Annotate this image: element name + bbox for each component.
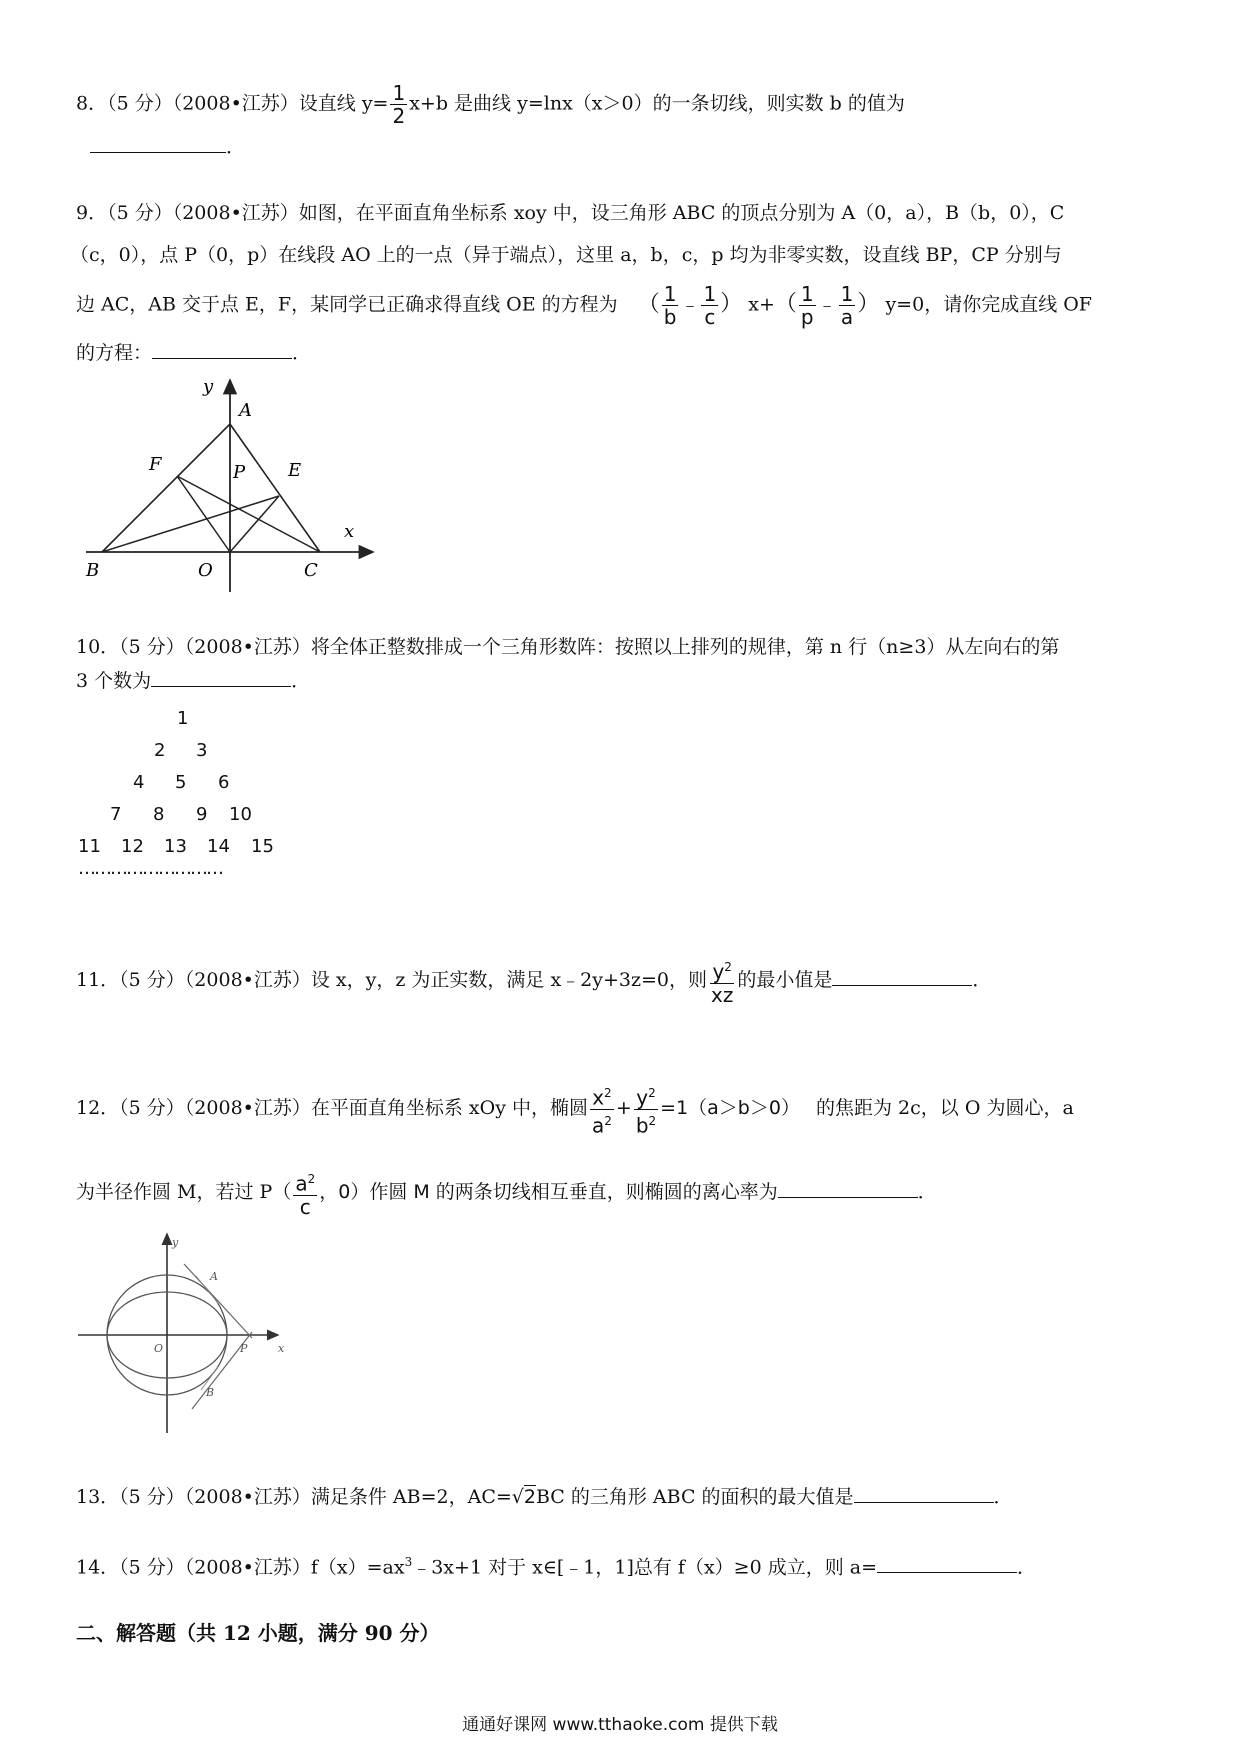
tri-cell: 7 — [110, 804, 122, 825]
q9-line1: 9．（5 分）（2008•江苏）如图，在平面直角坐标系 xoy 中，设三角形 ABC 的顶点分别为 A（0，a），B（b，0），C — [76, 202, 1065, 224]
tri-cell: 8 — [153, 804, 165, 825]
tri-cell: 3 — [196, 740, 208, 761]
q12-ellipse-figure — [76, 1228, 296, 1438]
q8-line2: ． — [90, 134, 245, 160]
label-E: E — [288, 460, 302, 481]
tri-cell: 2 — [154, 740, 166, 761]
q9-line4: 的方程： ． — [76, 342, 312, 364]
label-y: y — [172, 1236, 179, 1249]
q13-answer-blank[interactable] — [854, 1486, 994, 1503]
label-P: P — [240, 1342, 248, 1355]
q9-line2: （c，0），点 P（0，p）在线段 AO 上的一点（异于端点），这里 a，b，c，p 均为非零实数，设直线 BP，CP 分别与 — [70, 244, 1062, 266]
tri-cell: 9 — [196, 804, 208, 825]
tri-cell: 11 — [78, 836, 101, 857]
tri-cell: 5 — [175, 772, 187, 793]
q10-line1: 10．（5 分）（2008•江苏）将全体正整数排成一个三角形数阵：按照以上排列的规律，第 n 行（n≥3）从左向右的第 — [76, 636, 1060, 658]
q13-line: 13．（5 分）（2008•江苏）满足条件 AB=2，AC=√2BC 的三角形 ABC 的面积的最大值是 ． — [76, 1486, 1013, 1508]
q8-answer-blank[interactable] — [90, 136, 226, 153]
q8-fraction: $\frac{1}{2}$ — [392, 81, 406, 128]
tri-cell: 4 — [133, 772, 145, 793]
section-title: 二、解答题（共 12 小题，满分 90 分） — [76, 1621, 440, 1645]
label-A: A — [210, 1270, 218, 1283]
label-B: B — [206, 1386, 215, 1399]
q12-answer-blank[interactable] — [778, 1181, 918, 1198]
tri-cell: 10 — [229, 804, 252, 825]
label-O: O — [198, 560, 213, 581]
q14-answer-blank[interactable] — [877, 1556, 1017, 1573]
q10-answer-blank[interactable] — [151, 670, 291, 687]
q10-line2: 3 个数为 ． — [76, 670, 311, 692]
page-footer: 通通好课网 www.tthaoke.com 提供下载 — [462, 1715, 778, 1735]
q14-line: 14．（5 分）（2008•江苏）$f(x)=ax^3﹣3x+1$ 对于 x∈[﹣1，1]总有 f（x）≥0 成立，则 a= ． — [76, 1555, 1037, 1579]
tri-cell: 6 — [218, 772, 230, 793]
q8-line1: 8．（5 分）（2008•江苏）设直线 y= $\frac{1}{2}$ x+b 是曲线 y=lnx（x＞0）的一条切线，则实数 b 的值为 — [76, 81, 905, 128]
label-P: P — [233, 462, 246, 483]
q11-answer-blank[interactable] — [832, 969, 972, 986]
tri-cell: 14 — [207, 836, 230, 857]
q9-line3: 边 AC，AB 交于点 E，F，某同学已正确求得直线 OE 的方程为 （ $\frac{1}{b}$ ﹣ $\frac{1}{c}$ ） x+（ $\frac{1}{p}$ ﹣ $\frac{1}{a}$ ） y=0，请你完成直线 OF — [76, 282, 1092, 329]
sqrt-symbol: √ — [511, 1486, 524, 1508]
q11-line: 11．（5 分）（2008•江苏）设 x，y，z 为正实数，满足 x﹣2y+3z=0，则 $\frac{y^2}{xz}$ 的最小值是 ． — [76, 956, 991, 1006]
q9-answer-blank[interactable] — [152, 342, 292, 359]
tri-cell: 1 — [177, 708, 189, 729]
q9-triangle-figure — [78, 372, 388, 600]
label-B: B — [86, 560, 100, 581]
label-y: y — [203, 376, 214, 397]
tri-cell: 15 — [251, 836, 274, 857]
label-x: x — [278, 1342, 285, 1355]
tri-dots: ……………………… — [78, 858, 222, 879]
label-O: O — [154, 1342, 164, 1355]
q12-line2: 为半径作圆 M，若过 P（ $\frac{a^2}{c}$ ，0）作圆 M 的两条切线相互垂直，则椭圆的离心率为 ． — [76, 1168, 937, 1218]
label-F: F — [149, 454, 162, 475]
tri-cell: 13 — [164, 836, 187, 857]
q12-line1: 12．（5 分）（2008•江苏）在平面直角坐标系 xOy 中，椭圆 $\frac{x^2}{a^2}$ + $\frac{y^2}{b^2}$ =1（a＞b＞0） 的焦距为 2c，以 O 为圆心，a — [76, 1082, 1074, 1136]
tri-cell: 12 — [121, 836, 144, 857]
label-C: C — [304, 560, 318, 581]
label-A: A — [239, 400, 252, 421]
label-x: x — [344, 521, 355, 542]
